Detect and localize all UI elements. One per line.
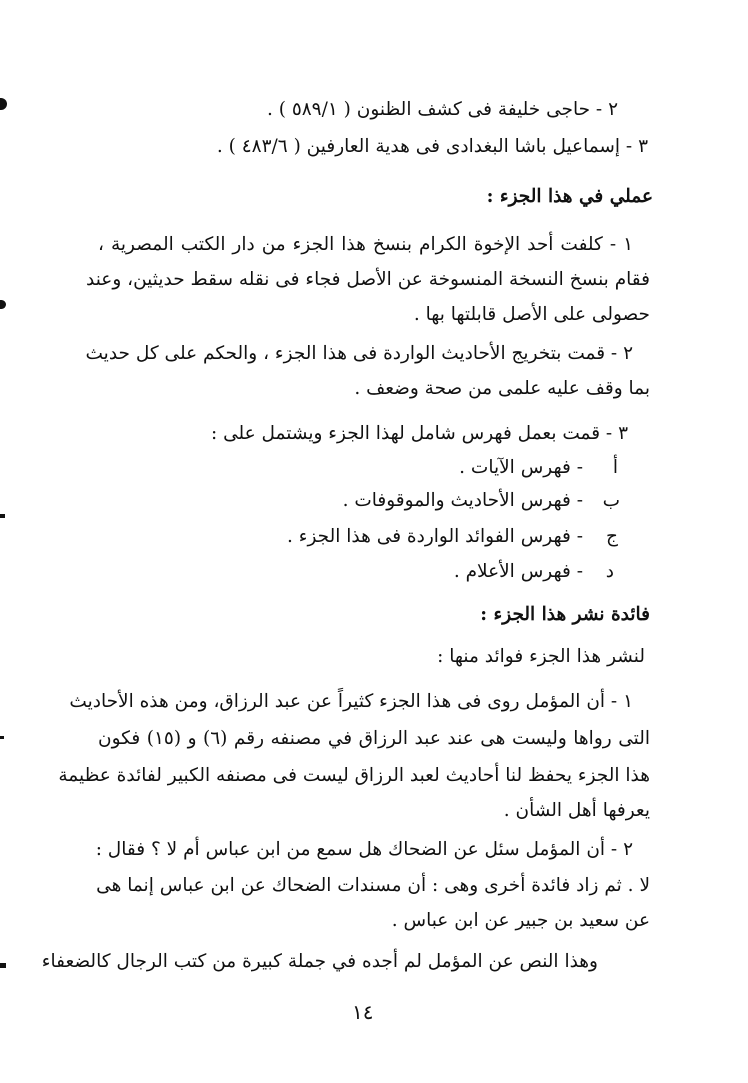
- paragraph-line: ٢ - أن المؤمل سئل عن الضحاك هل سمع من ابن عباس أم لا ؟ فقال :: [95, 839, 633, 860]
- paragraph-line: وهذا النص عن المؤمل لم أجده في جملة كبيرة من كتب الرجال كالضعفاء: [41, 951, 598, 972]
- scan-edge-mark: [0, 514, 5, 518]
- scan-edge-mark: [0, 98, 7, 110]
- paragraph-line: عن سعيد بن جبير عن ابن عباس .: [391, 910, 650, 931]
- paragraph-line: لا . ثم زاد فائدة أخرى وهى : أن مسندات الضحاك عن ابن عباس إنما هى: [96, 875, 650, 896]
- page-number: ١٤: [352, 1000, 374, 1024]
- paragraph-line: حصولى على الأصل قابلتها بها .: [413, 304, 650, 325]
- index-item-text: - فهرس الأعلام .: [453, 561, 583, 582]
- paragraph-line: فقام بنسخ النسخة المنسوخة عن الأصل فجاء فى نقله سقط حديثين، وعند: [85, 269, 650, 290]
- paragraph-line: لنشر هذا الجزء فوائد منها :: [437, 646, 645, 667]
- section-heading: فائدة نشر هذا الجزء :: [480, 604, 650, 625]
- paragraph-line: هذا الجزء يحفظ لنا أحاديث لعبد الرزاق ليست فى مصنفه الكبير لفائدة عظيمة: [58, 765, 650, 786]
- section-heading: عملي في هذا الجزء :: [486, 186, 653, 207]
- index-item-letter: ب: [602, 490, 620, 511]
- scan-edge-mark: [0, 963, 6, 968]
- index-item-text: - فهرس الأحاديث والموقوفات .: [342, 490, 583, 511]
- paragraph-line: يعرفها أهل الشأن .: [503, 800, 650, 821]
- paragraph-line: التى رواها وليست هى عند عبد الرزاق في مصنفه رقم (٦) و (١٥) فكون: [98, 728, 650, 749]
- scan-edge-mark: [0, 736, 4, 739]
- index-item-letter: د: [605, 561, 614, 582]
- paragraph-line: بما وقف عليه علمى من صحة وضعف .: [354, 378, 650, 399]
- index-item-letter: أ: [612, 457, 618, 478]
- index-item-text: - فهرس الفوائد الواردة فى هذا الجزء .: [287, 526, 583, 547]
- reference-line: ٢ - حاجى خليفة فى كشف الظنون ( ٥٨٩/١ ) .: [266, 99, 618, 120]
- index-item-letter: ج: [606, 526, 618, 547]
- paragraph-line: ١ - أن المؤمل روى فى هذا الجزء كثيراً عن عبد الرزاق، ومن هذه الأحاديث: [69, 691, 633, 712]
- paragraph-line: ٢ - قمت بتخريج الأحاديث الواردة فى هذا الجزء ، والحكم على كل حديث: [85, 343, 633, 364]
- paragraph-line: ٣ - قمت بعمل فهرس شامل لهذا الجزء ويشتمل على :: [210, 423, 628, 444]
- scan-edge-mark: [0, 300, 6, 309]
- index-item-text: - فهرس الآيات .: [459, 457, 583, 478]
- reference-line: ٣ - إسماعيل باشا البغدادى فى هدية العارفين ( ٤٨٣/٦ ) .: [216, 136, 648, 157]
- paragraph-line: ١ - كلفت أحد الإخوة الكرام بنسخ هذا الجزء من دار الكتب المصرية ،: [98, 234, 633, 255]
